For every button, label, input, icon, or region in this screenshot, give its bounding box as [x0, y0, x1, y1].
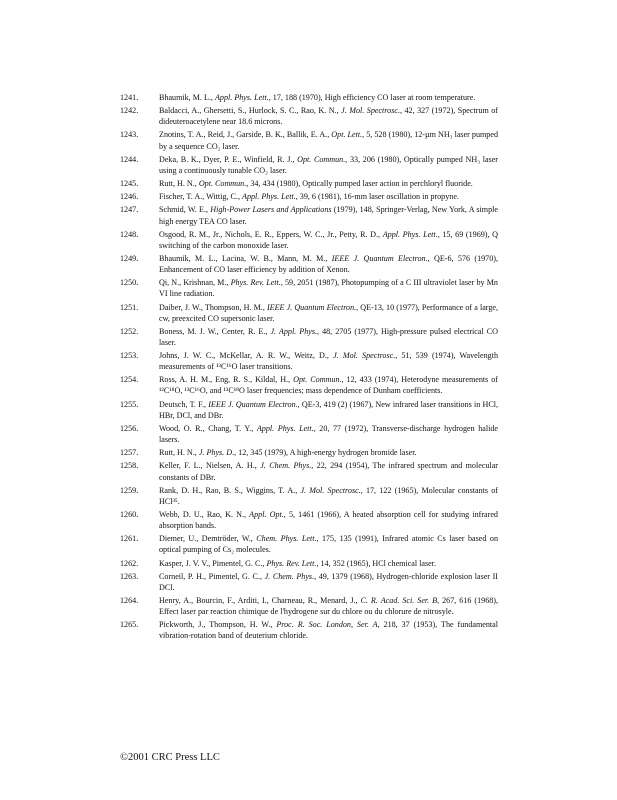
reference-details: (1979), 148, Springer-Verlag, New York, A simple high energy TEA CO laser.: [159, 205, 498, 226]
reference-authors: Fischer, T. A., Wittig, C.,: [159, 192, 242, 202]
reference-entry: [120, 178, 498, 189]
reference-journal: Phys. Rev. Lett.: [230, 278, 281, 288]
reference-details: , 17, 188 (1970), High efficiency CO laser at room temperature.: [268, 93, 476, 102]
reference-authors: Znotins, T. A., Reid, J., Garside, B. K., Ballik, E. A.,: [159, 130, 332, 140]
reference-number: 1248.: [120, 229, 139, 239]
reference-entry: [120, 485, 498, 507]
reference-number: 1249.: [120, 253, 139, 263]
reference-authors: Bhaumik, M. L., Lacina, W. B., Mann, M. M.,: [159, 253, 332, 263]
reference-journal: Chem. Phys. Lett.: [256, 534, 317, 544]
reference-list: [120, 92, 498, 644]
reference-details: , 267, 616 (1968), Effect laser par reaction chimique de l'hydrogene sur du chlore ou du chlorure de nitrosyle.: [159, 596, 499, 617]
reference-text: [159, 423, 498, 445]
reference-text: [159, 460, 498, 482]
reference-authors: Bhaumik, M. L.,: [159, 93, 215, 102]
reference-details: , 15, 69 (1969), Q switching of the carbon monoxide laser.: [159, 229, 498, 250]
reference-authors: Henry, A., Bourcin, F., Arditi, I., Charneau, R., Menard, J.,: [159, 596, 361, 605]
reference-entry: [120, 129, 498, 151]
reference-details: , 34, 434 (1980), Optically pumped laser action in perchloryl fluoride.: [246, 179, 473, 189]
reference-number: 1243.: [120, 130, 139, 140]
reference-entry: [120, 460, 498, 482]
reference-authors: Corneil, P. H., Pimentel, G. C.,: [159, 571, 265, 581]
reference-number: 1244.: [120, 154, 139, 164]
reference-text: [159, 595, 498, 617]
reference-number: 1262.: [120, 558, 139, 568]
reference-text: [159, 533, 498, 555]
reference-details: , 175, 135 (1991), Infrared atomic Cs laser based on optical pumping of Cs₂ molecules.: [159, 534, 498, 555]
reference-entry: [120, 571, 498, 593]
reference-text: [159, 191, 498, 202]
reference-journal: IEEE J. Quantum Electron.: [208, 399, 298, 409]
reference-authors: Pickworth, J., Thompson, H. W.,: [159, 620, 277, 630]
reference-journal: J. Phys. D: [198, 448, 233, 458]
reference-number: 1263.: [120, 571, 139, 581]
reference-number: 1241.: [120, 93, 139, 102]
reference-text: [159, 154, 498, 176]
reference-text: [159, 485, 498, 507]
reference-details: , 39, 6 (1981), 16-mm laser oscillation in propyne.: [295, 192, 459, 202]
reference-journal: Opt. Lett.: [331, 130, 363, 140]
reference-entry: [120, 595, 498, 617]
reference-authors: Osgood, R. M., Jr., Nichols, E. R., Eppers, W. C., Jr., Petty, R. D.,: [159, 229, 383, 239]
reference-details: , 14, 352 (1965), HCl chemical laser.: [316, 558, 437, 568]
reference-authors: Wood, O. R., Chang, T. Y.,: [159, 423, 257, 433]
reference-number: 1255.: [120, 399, 139, 409]
reference-authors: Rutt, H. N.,: [159, 179, 199, 189]
reference-entry: [120, 229, 498, 251]
reference-details: , 49, 1379 (1968), Hydrogen-chloride explosion laser II DCl.: [159, 571, 499, 592]
reference-text: [159, 92, 498, 103]
reference-entry: [120, 154, 498, 176]
reference-journal: Phys. Rev. Lett.: [266, 558, 317, 568]
reference-authors: Diemer, U., Demtröder, W.,: [159, 534, 257, 544]
copyright-footer: ©2001 CRC Press LLC: [120, 752, 220, 763]
reference-text: [159, 229, 498, 251]
reference-number: 1250.: [120, 278, 139, 288]
reference-details: , 22, 294 (1954), The infrared spectrum and molecular constants of DBr.: [159, 461, 498, 482]
reference-text: [159, 399, 498, 421]
reference-journal: J. Mol. Spectrosc.: [300, 485, 361, 495]
reference-entry: [120, 204, 498, 226]
reference-entry: [120, 399, 498, 421]
reference-details: , 48, 2705 (1977), High-pressure pulsed electrical CO laser.: [159, 326, 498, 347]
reference-journal: Proc. R. Soc. London, Ser. A: [276, 620, 378, 630]
reference-authors: Deka, B. K., Dyer, P. E., Winfield, R. J.,: [159, 154, 298, 164]
reference-number: 1247.: [120, 205, 139, 215]
reference-details: , QE-6, 576 (1970), Enhancement of CO laser efficiency by addition of Xenon.: [159, 253, 498, 275]
reference-text: [159, 326, 498, 348]
reference-authors: Baldacci, A., Ghersetti, S., Hurlock, S. C., Rao, K. N.,: [159, 106, 342, 116]
reference-number: 1261.: [120, 534, 139, 544]
reference-authors: Kasper, J. V. V., Pimentel, G. C.,: [159, 558, 267, 568]
reference-entry: [120, 558, 498, 569]
reference-entry: [120, 326, 498, 348]
reference-text: [159, 253, 498, 275]
reference-entry: [120, 447, 498, 458]
reference-number: 1245.: [120, 179, 139, 189]
reference-details: , 17, 122 (1965), Molecular constants of HCl³⁵.: [159, 485, 498, 506]
reference-text: [159, 302, 498, 324]
reference-number: 1256.: [120, 423, 139, 433]
reference-number: 1252.: [120, 326, 139, 336]
reference-journal: Appl. Phys. Lett.: [382, 229, 438, 239]
reference-journal: Appl. Opt.: [249, 509, 284, 519]
reference-journal: Opt. Commun.: [297, 154, 346, 164]
reference-details: , 42, 327 (1972), Spectrum of dideuteroacetylene near 18.6 microns.: [159, 106, 499, 127]
reference-entry: [120, 533, 498, 555]
reference-journal: High-Power Lasers and Applications: [210, 205, 332, 215]
reference-number: 1253.: [120, 351, 139, 361]
reference-number: 1246.: [120, 192, 139, 202]
reference-authors: Qi, N., Krishnan, M.,: [159, 278, 231, 288]
reference-text: [159, 447, 498, 458]
reference-authors: Daiber, J. W., Thompson, H. M.,: [159, 302, 267, 312]
reference-entry: [120, 509, 498, 531]
reference-details: , QE-13, 10 (1977), Performance of a large, cw, preexcited CO supersonic laser.: [159, 302, 498, 323]
reference-number: 1259.: [120, 485, 139, 495]
reference-text: [159, 204, 498, 226]
reference-text: [159, 277, 498, 299]
reference-entry: [120, 302, 498, 324]
reference-authors: Rank, D. H., Rao, B. S., Wiggins, T. A.,: [159, 485, 301, 495]
reference-number: 1265.: [120, 620, 139, 630]
reference-text: [159, 129, 498, 151]
reference-journal: C. R. Acad. Sci. Ser. B: [360, 596, 438, 605]
reference-number: 1254.: [120, 375, 139, 385]
reference-entry: [120, 423, 498, 445]
reference-details: ., 12, 345 (1979), A high-energy hydrogen bromide laser.: [232, 448, 417, 458]
reference-number: 1242.: [120, 106, 139, 116]
reference-journal: Opt. Commun.: [293, 375, 342, 385]
reference-authors: Ross, A. H. M., Eng, R. S., Kildal, H.,: [159, 375, 294, 385]
reference-journal: IEEE J. Quantum Electron.: [331, 253, 428, 263]
reference-journal: IEEE J. Quantum Electron.: [266, 302, 357, 312]
reference-authors: Schmid, W. E.,: [159, 205, 211, 215]
reference-authors: Webb, D. U., Rao, K. N.,: [159, 509, 250, 519]
reference-entry: [120, 374, 498, 396]
reference-journal: Appl. Phys. Lett.: [242, 192, 296, 202]
reference-details: , 5, 528 (1980), 12-µm NH₃ laser pumped by a sequence CO₂ laser.: [159, 130, 498, 151]
reference-journal: J. Mol. Spectrosc.: [341, 106, 400, 116]
reference-number: 1258.: [120, 461, 139, 471]
reference-authors: Rutt, H. N.,: [159, 448, 199, 458]
reference-text: [159, 374, 498, 396]
reference-journal: J. Mol. Spectrosc.: [333, 351, 396, 361]
reference-details: , 33, 206 (1980), Optically pumped NH₃ laser using a continuously tunable CO₂ laser.: [159, 154, 498, 175]
reference-text: [159, 558, 498, 569]
reference-number: 1251.: [120, 302, 139, 312]
reference-details: , 5, 1461 (1966), A heated absorption cell for studying infrared absorption bands.: [159, 509, 498, 531]
reference-journal: Appl. Phys. Lett.: [256, 423, 314, 433]
reference-journal: J. Appl. Phys.: [270, 326, 318, 336]
reference-authors: Boness, M. J. W., Center, R. E.,: [159, 326, 271, 336]
reference-entry: [120, 92, 498, 103]
reference-entry: [120, 253, 498, 275]
reference-details: , 51, 539 (1974), Wavelength measurements of ¹³C¹⁶O laser transitions.: [159, 351, 498, 372]
reference-entry: [120, 619, 498, 641]
reference-details: , QE-3, 419 (2) (1967), New infrared laser transitions in HCl, HBr, DCl, and DBr.: [159, 399, 498, 420]
reference-authors: Keller, F. L., Nielsen, A. H.,: [159, 461, 261, 471]
reference-journal: Appl. Phys. Lett.: [214, 93, 269, 102]
reference-text: [159, 619, 498, 641]
reference-text: [159, 350, 498, 372]
reference-details: , 20, 77 (1972), Transverse-discharge hydrogen halide lasers.: [159, 423, 498, 445]
reference-entry: [120, 191, 498, 202]
reference-number: 1264.: [120, 596, 139, 605]
reference-details: , 218, 37 (1953), The fundamental vibration-rotation band of deuterium chloride.: [159, 620, 498, 641]
reference-authors: Deutsch, T. F.,: [159, 399, 209, 409]
reference-text: [159, 178, 498, 189]
reference-details: , 59, 2051 (1987), Photopumping of a C III ultraviolet laser by Mn VI line radiation.: [159, 278, 498, 299]
reference-journal: Opt. Commun.: [198, 179, 247, 189]
reference-text: [159, 105, 498, 127]
reference-number: 1260.: [120, 509, 139, 519]
reference-authors: Johns, J. W. C., McKellar, A. R. W., Weitz, D.,: [159, 351, 334, 361]
reference-number: 1257.: [120, 448, 139, 458]
reference-details: , 12, 433 (1974), Heterodyne measurements of ¹²C¹⁸O, ¹³C¹⁶O, and ¹³C¹⁸O laser frequencies; mass dependence of Dunham coefficients.: [159, 375, 498, 396]
reference-journal: J. Chem. Phys.: [260, 461, 312, 471]
reference-journal: J. Chem. Phys.: [264, 571, 315, 581]
reference-entry: [120, 350, 498, 372]
reference-entry: [120, 277, 498, 299]
reference-text: [159, 509, 498, 531]
reference-text: [159, 571, 498, 593]
reference-entry: [120, 105, 498, 127]
